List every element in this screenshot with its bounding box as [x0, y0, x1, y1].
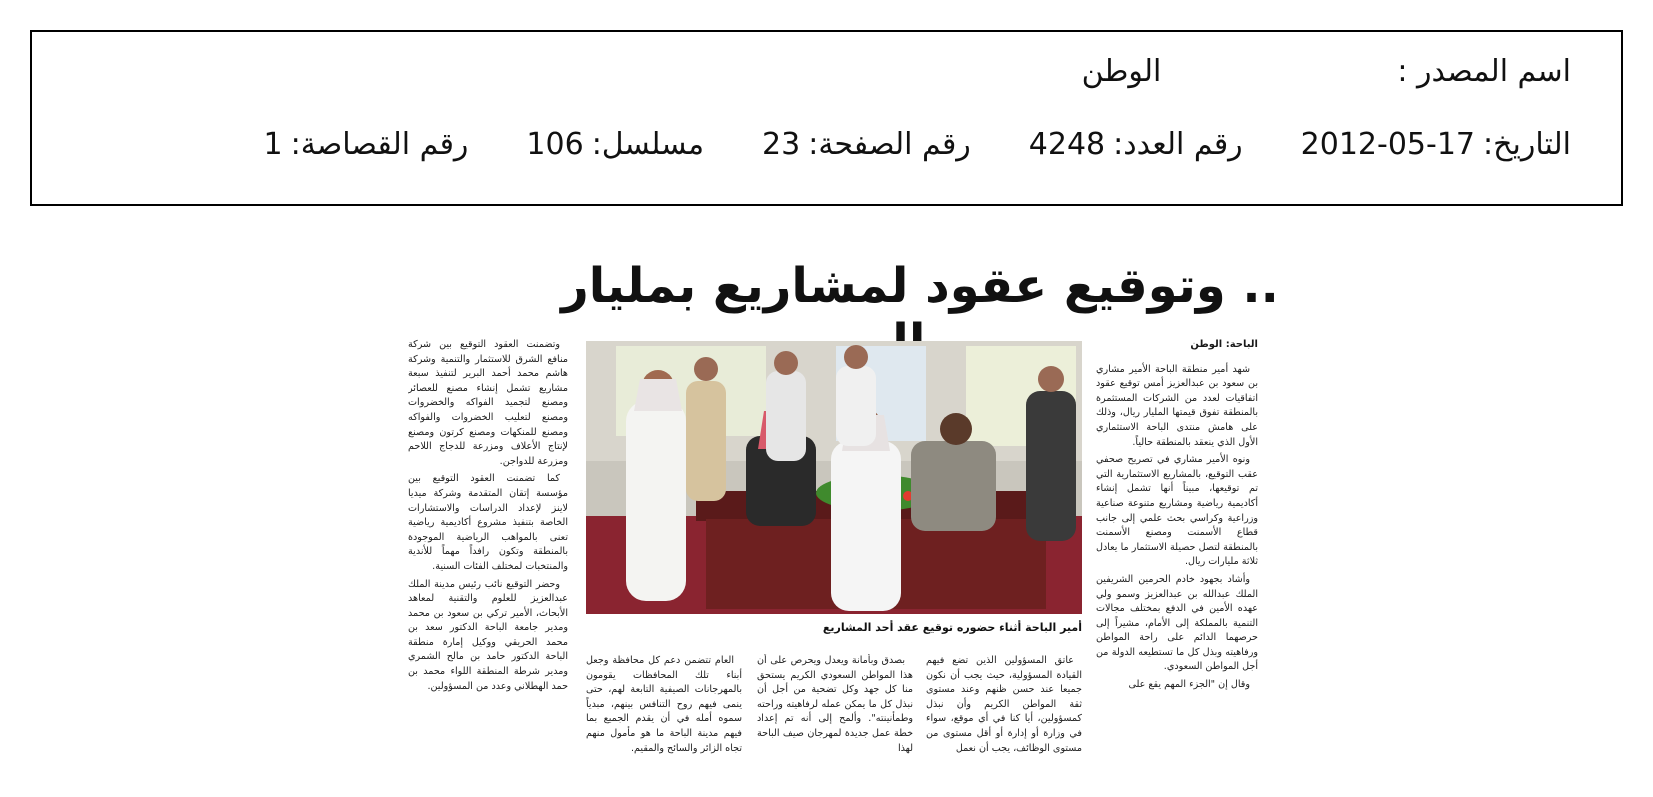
photo-caption: أمير الباحة أثناء حضوره توقيع عقد أحد المشاريع	[822, 621, 1082, 634]
meta-row	[264, 127, 1571, 162]
article-column-bottom-2	[757, 654, 913, 766]
paragraph: عاتق المسؤولين الذين تضع فيهم القيادة المسؤولية، حيث يجب أن نكون جميعا عند حسن ظنهم وعند مستوى ثقة المواطن الكريم وأن نبذل كمسؤولين، أيا كنا في أي موقع، سواء في وزارة أو إدارة أو أقل مستوى من مستوى الوظائف، يجب أن نعمل	[926, 655, 1082, 754]
page-value: 23	[762, 127, 801, 162]
source-row	[1082, 54, 1571, 89]
paragraph: شهد أمير منطقة الباحة الأمير مشاري بن سعود بن عبدالعزيز أمس توقيع عقود اتفاقيات لعدد من الشركات المستثمرة بالمنطقة تفوق قيمتها المليار ريال، وذلك على هامش منتدى الباحة الاستثماري الأول الذي ينعقد بالمنطقة حالياً.	[1096, 363, 1258, 448]
paragraph: وتضمنت العقود التوقيع بين شركة منافع الشرق للاستثمار والتنمية وشركة هاشم محمد أحمد البرير لتنفيذ سبعة مشاريع تشمل إنشاء مصنع للعصائر ومصنع لتجميد الفواكه والخضروات ومصنع لتعليب الخضروات والفواكه ومصنع للمنكهات ومصنع كرتون ومصنع لإنتاج الأعلاف ومزرعة للدجاج اللاحم ومزرعة للدواجن.	[408, 339, 568, 467]
issue-value: 4248	[1028, 127, 1106, 162]
paragraph: وقال إن "الجزء المهم يقع على	[1128, 679, 1250, 691]
article-headline: .. وتوقيع عقود لمشاريع بمليار	[561, 258, 1279, 314]
source-label: اسم المصدر :	[1397, 54, 1571, 89]
paragraph: ونوه الأمير مشاري في تصريح صحفي عقب التوقيع، بالمشاريع الاستثمارية التي تم توقيعها، مبيناً أنها تشمل إنشاء أكاديمية رياضية ومشاريع متنوعة صناعية وزراعية وكراسي بحث علمي إلى جانب قطاع الأسمنت ومصنع الأسمنت بالمنطقة لتصل حصيلة الاستثمار ما يعادل ثلاثة مليارات ريال.	[1096, 454, 1258, 568]
serial-label: مسلسل:	[591, 127, 705, 162]
paragraph: العام تتضمن دعم كل محافظة وجعل أبناء تلك المحافظات يقومون بالمهرجانات الصيفية التابعة لهم، حتى ينمى فيهم روح التنافس بينهم، مبدياً سموه أمله في أن يقدم الجميع بما فيهم مدينة الباحة ما هو مأمول منهم تجاه الزائر والسائح والمقيم.	[586, 655, 742, 754]
article-byline: الباحة: الوطن	[1190, 339, 1258, 350]
date-value: 2012-05-17	[1300, 127, 1476, 162]
article-column-left	[408, 338, 568, 766]
article-photo	[586, 341, 1082, 614]
article-column-bottom-1	[926, 654, 1082, 766]
serial-value: 106	[526, 127, 584, 162]
page-label: رقم الصفحة:	[808, 127, 971, 162]
issue-label: رقم العدد:	[1113, 127, 1243, 162]
paragraph: وأشاد بجهود خادم الحرمين الشريفين الملك عبدالله بن عبدالعزيز وسمو ولي عهده الأمين في الدفع بمختلف مجالات التنمية بالمملكة إلى الأمام، مشيراً إلى حرصهما الدائم على راحة المواطن ورفاهيته وبذل كل ما تستطيعه الدولة من أجل المواطن السعودي.	[1096, 573, 1258, 673]
clip-value: 1	[263, 127, 283, 162]
article-column-right	[1096, 338, 1258, 766]
paragraph: بصدق وبأمانة ويعدل ويحرص على أن هذا المواطن السعودي الكريم يستحق منا كل جهد وكل تضحية من أجل أن نبذل كل ما يمكن عمله لرفاهيته وراحته وطمأنينته". وألمح إلى أنه تم إعداد خطة عمل جديدة لمهرجان صيف الباحة لهذا	[757, 655, 913, 754]
date-label: التاريخ:	[1483, 127, 1571, 162]
article-column-bottom-3	[586, 654, 742, 766]
source-value: الوطن	[1081, 54, 1162, 89]
clip-label: رقم القصاصة:	[290, 127, 469, 162]
paragraph: كما تضمنت العقود التوقيع بين مؤسسة إتقان المتقدمة وشركة ميديا لاينز لإعداد الدراسات والاستشارات الخاصة بتنفيذ مشروع أكاديمية رياضية تعنى بالمواهب الرياضية الموجودة بالمنطقة وتكون رافداً مهماً للأندية والمنتخبات لمختلف الفئات السنية.	[408, 473, 568, 572]
clipping-header	[30, 30, 1623, 206]
paragraph: وحضر التوقيع نائب رئيس مدينة الملك عبدالعزيز للعلوم والتقنية لمعاهد الأبحاث، الأمير تركي بن سعود بن محمد ومدير جامعة الباحة الدكتور سعد بن محمد الحريقي ووكيل إمارة منطقة الباحة الدكتور حامد بن مالح الشمري ومدير شرطة المنطقة اللواء محمد بن حمد الهطلاني وعدد من المسؤولين.	[408, 578, 568, 692]
